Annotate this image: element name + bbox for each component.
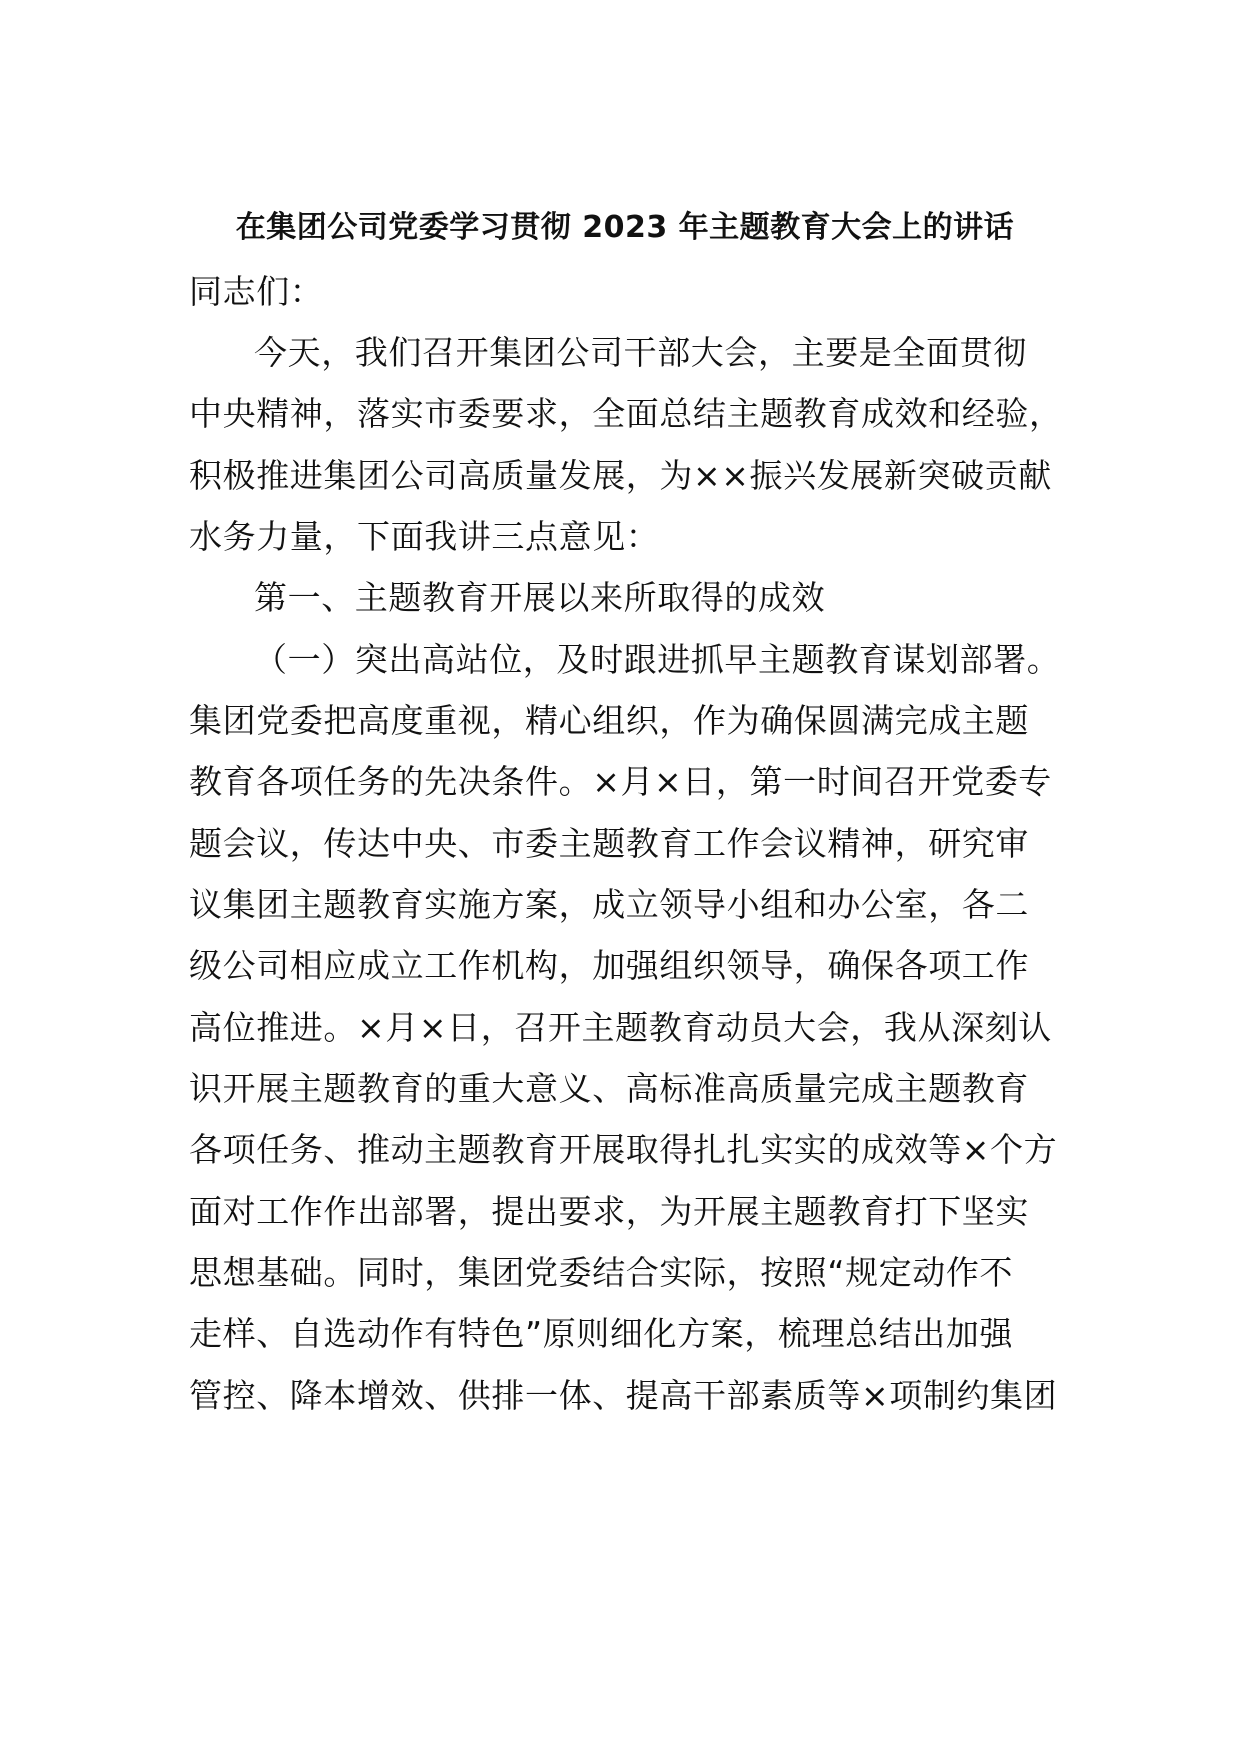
- document-title: 在集团公司党委学习贯彻 2023 年主题教育大会上的讲话: [235, 210, 1015, 245]
- body-line: 议集团主题教育实施方案，成立领导小组和办公室，各二: [189, 885, 1029, 924]
- body-line: 各项任务、推动主题教育开展取得扎扎实实的成效等×个方: [189, 1130, 1058, 1169]
- body-line: 思想基础。同时，集团党委结合实际，按照“规定动作不: [189, 1253, 1014, 1292]
- body-line: 集团党委把高度重视，精心组织，作为确保圆满完成主题: [189, 701, 1029, 740]
- subsection-heading-line: （一）突出高站位，及时跟进抓早主题教育谋划部署。: [254, 640, 1061, 679]
- body-line: 走样、自选动作有特色”原则细化方案，梳理总结出加强: [189, 1314, 1014, 1353]
- body-line: 积极推进集团公司高质量发展，为××振兴发展新突破贡献: [189, 456, 1052, 495]
- body-line: 中央精神，落实市委要求，全面总结主题教育成效和经验，: [189, 394, 1063, 433]
- body-line: 级公司相应成立工作机构，加强组织领导，确保各项工作: [189, 946, 1029, 985]
- body-line: 题会议，传达中央、市委主题教育工作会议精神，研究审: [189, 824, 1029, 863]
- body-line: 管控、降本增效、供排一体、提高干部素质等×项制约集团: [189, 1376, 1058, 1415]
- section-heading-line: 第一、主题教育开展以来所取得的成效: [254, 578, 826, 617]
- body-line: 今天，我们召开集团公司干部大会，主要是全面贯彻: [254, 333, 1027, 372]
- salutation-line: 同志们：: [189, 272, 324, 311]
- body-line: 高位推进。×月×日，召开主题教育动员大会，我从深刻认: [189, 1008, 1052, 1047]
- body-line: 识开展主题教育的重大意义、高标准高质量完成主题教育: [189, 1069, 1029, 1108]
- body-line: 面对工作作出部署，提出要求，为开展主题教育打下坚实: [189, 1192, 1029, 1231]
- body-line: 教育各项任务的先决条件。×月×日，第一时间召开党委专: [189, 762, 1052, 801]
- body-line: 水务力量，下面我讲三点意见：: [189, 517, 660, 556]
